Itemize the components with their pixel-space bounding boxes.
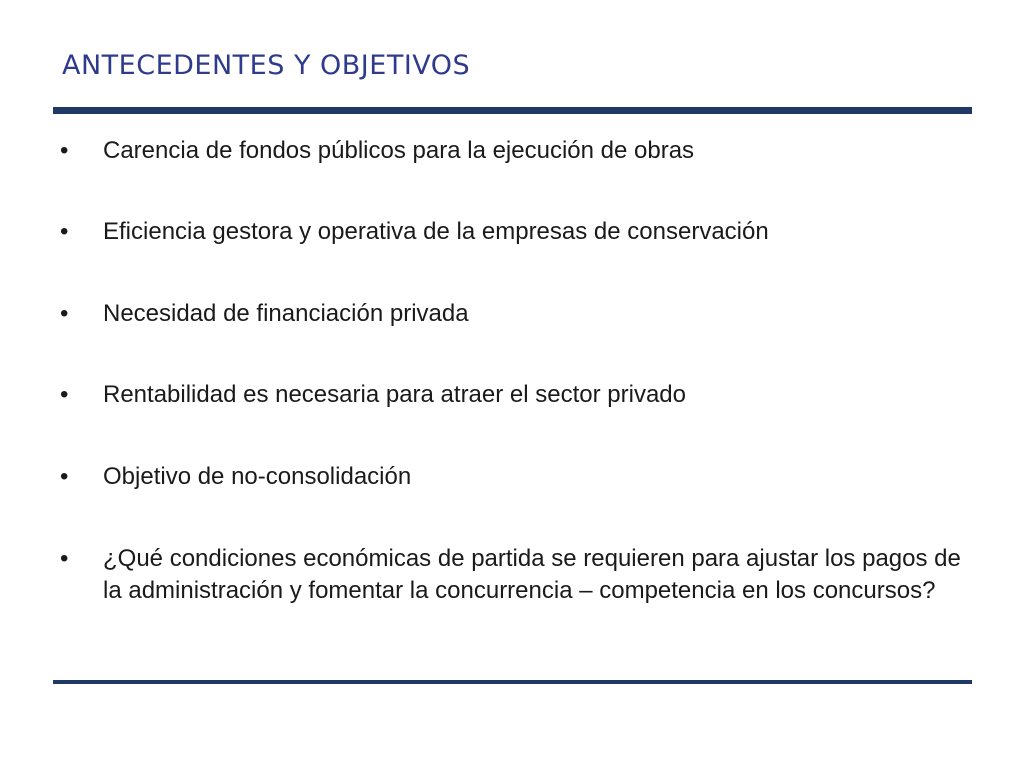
list-item [60,543,980,607]
bullet-text: Carencia de fondos públicos para la ejecución de obras [103,137,695,164]
bullet-text: Objetivo de no-consolidación [103,463,412,490]
list-item [60,461,980,493]
bullet-marker: • [60,300,69,327]
bullet-text: ¿Qué condiciones económicas de partida se requieren para ajustar los pagos de la administración y fomentar la concurrencia – competencia en los concursos? [103,545,961,604]
title-divider [53,107,972,114]
bullet-text: Eficiencia gestora y operativa de la empresas de conservación [103,218,769,245]
bullet-text: Necesidad de financiación privada [103,300,469,327]
list-item [60,135,980,167]
slide-title: ANTECEDENTES Y OBJETIVOS [62,50,471,81]
bullet-marker: • [60,463,69,490]
bullet-marker: • [60,545,69,572]
bullet-marker: • [60,137,69,164]
footer-divider [53,680,972,684]
bullet-marker: • [60,381,69,408]
list-item [60,216,980,248]
bullet-text: Rentabilidad es necesaria para atraer el sector privado [103,381,686,408]
list-item [60,298,980,330]
list-item [60,379,980,411]
bullet-marker: • [60,218,69,245]
